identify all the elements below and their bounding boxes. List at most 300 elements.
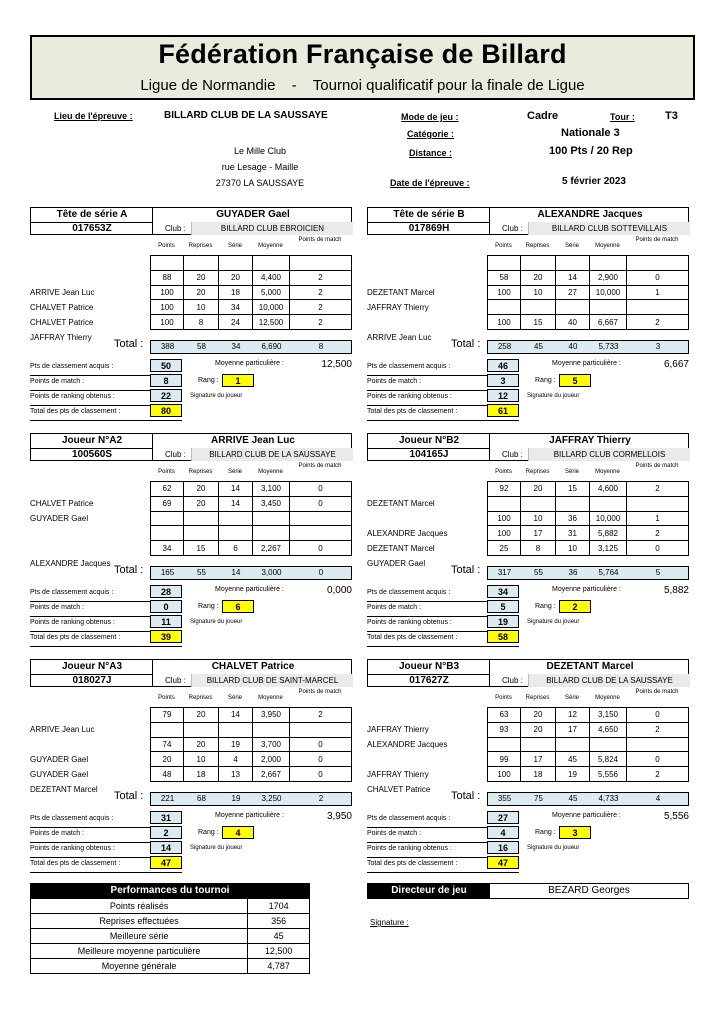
total-label: Total : — [114, 790, 144, 802]
result-cell-pm — [290, 256, 352, 271]
result-cell-rep: 20 — [184, 737, 219, 752]
opponent-name: GUYADER Gael — [30, 770, 89, 779]
opponent-name: ARRIVE Jean Luc — [30, 725, 95, 734]
column-header-reprises: Reprises — [525, 469, 550, 475]
result-row — [151, 708, 352, 723]
pts-match-box: 3 — [487, 374, 519, 387]
column-header-pts_match: Points de match — [635, 463, 679, 469]
result-row — [151, 256, 352, 271]
player-role: Tête de série A — [56, 209, 128, 220]
summary-label: Points de ranking obtenus : — [367, 845, 452, 852]
result-cell-pm: 0 — [290, 767, 352, 782]
ranking-box: 16 — [487, 841, 519, 854]
player-club: BILLARD CLUB SOTTEVILLAIS — [528, 222, 690, 235]
result-cell-pts — [151, 526, 184, 541]
result-cell-pts — [488, 300, 521, 315]
player-licence-id: 018027J — [31, 674, 153, 687]
player-role: Joueur N°B3 — [398, 661, 460, 672]
ranking-box: 22 — [150, 389, 182, 402]
result-cell-moy — [253, 722, 290, 737]
player-club: BILLARD CLUB DE LA SAUSSAYE — [191, 448, 353, 461]
result-cell-pts: 99 — [488, 752, 521, 767]
column-header-reprises: Reprises — [188, 695, 213, 701]
result-cell-pm: 0 — [627, 708, 689, 723]
total-ser: 45 — [568, 794, 578, 803]
header-separator: - — [291, 77, 297, 94]
categorie-label: Catégorie : — [407, 129, 455, 139]
total-classement-box: 80 — [150, 404, 182, 417]
total-pm: 2 — [318, 794, 324, 803]
result-cell-moy — [253, 256, 290, 271]
ranking-box: 19 — [487, 615, 519, 628]
header-banner — [30, 35, 695, 100]
result-cell-moy — [253, 526, 290, 541]
performance-value: 12,500 — [248, 944, 310, 959]
pts-classement-box: 31 — [150, 811, 182, 824]
rang-value: 5 — [559, 374, 591, 387]
result-cell-pm: 0 — [290, 737, 352, 752]
result-cell-rep — [521, 300, 556, 315]
total-pts: 355 — [497, 794, 512, 803]
summary-divider — [30, 872, 182, 873]
total-pts: 388 — [160, 342, 175, 351]
total-row — [487, 566, 689, 580]
seed-cell — [31, 208, 153, 234]
result-cell-pts: 48 — [151, 767, 184, 782]
column-header-reprises: Reprises — [525, 243, 550, 249]
result-row — [488, 737, 689, 752]
summary-divider — [367, 646, 519, 647]
player-header — [30, 207, 352, 235]
result-row — [151, 526, 352, 541]
player-club: BILLARD CLUB CORMELLOIS — [528, 448, 690, 461]
performances-grid — [30, 898, 310, 974]
total-rep: 75 — [534, 794, 543, 803]
result-cell-ser: 10 — [556, 541, 590, 556]
result-cell-pm — [627, 496, 689, 511]
result-cell-rep: 17 — [521, 752, 556, 767]
column-header-points: Points — [495, 695, 512, 701]
total-moy: 5,764 — [598, 568, 619, 577]
summary-label: Points de match : — [30, 830, 85, 837]
performance-value: 45 — [248, 929, 310, 944]
result-cell-rep: 15 — [184, 541, 219, 556]
seed-cell — [368, 660, 490, 686]
total-row — [150, 792, 352, 806]
result-cell-moy: 2,267 — [253, 541, 290, 556]
result-cell-ser — [556, 496, 590, 511]
performance-value: 1704 — [248, 899, 310, 914]
result-cell-rep: 20 — [184, 496, 219, 511]
ranking-box: 12 — [487, 389, 519, 402]
tour-value: T3 — [665, 110, 678, 122]
summary-label: Points de ranking obtenus : — [367, 393, 452, 400]
rang-label: Rang : — [535, 829, 556, 836]
result-cell-ser: 4 — [219, 752, 253, 767]
total-ser: 19 — [231, 794, 241, 803]
result-cell-moy: 12,500 — [253, 315, 290, 330]
total-pm: 4 — [655, 794, 661, 803]
result-cell-pm: 2 — [290, 708, 352, 723]
summary-label: Points de match : — [30, 378, 85, 385]
result-cell-moy: 10,000 — [253, 300, 290, 315]
total-pts: 317 — [497, 568, 512, 577]
pts-match-box: 2 — [150, 826, 182, 839]
ranking-box: 14 — [150, 841, 182, 854]
result-cell-moy: 5,824 — [590, 752, 627, 767]
result-cell-pm: 2 — [627, 315, 689, 330]
results-table — [487, 707, 689, 782]
result-cell-moy: 3,450 — [253, 496, 290, 511]
column-header-moyenne: Moyenne — [258, 469, 283, 475]
column-header-serie: Série — [227, 695, 242, 701]
result-cell-ser: 40 — [556, 315, 590, 330]
results-table — [487, 255, 689, 330]
player-name: ARRIVE Jean Luc — [211, 435, 295, 446]
column-header-pts_match: Points de match — [635, 689, 679, 695]
rang-label: Rang : — [198, 603, 219, 610]
total-ser: 14 — [231, 568, 241, 577]
result-cell-pts: 100 — [488, 511, 521, 526]
column-header-pts_match: Points de match — [298, 463, 342, 469]
column-header-pts_match: Points de match — [298, 689, 342, 695]
summary-divider — [367, 872, 519, 873]
date-value: 5 février 2023 — [562, 176, 626, 187]
result-row — [151, 541, 352, 556]
pts-classement-box: 34 — [487, 585, 519, 598]
result-cell-pts: 92 — [488, 482, 521, 497]
player-club: BILLARD CLUB EBROICIEN — [191, 222, 353, 235]
total-ser: 40 — [568, 342, 578, 351]
result-cell-pm: 2 — [627, 767, 689, 782]
moyenne-particuliere-label: Moyenne particulière : — [552, 812, 621, 819]
rang-value: 6 — [222, 600, 254, 613]
total-rep: 55 — [534, 568, 543, 577]
rang-value: 4 — [222, 826, 254, 839]
player-licence-id: 017653Z — [31, 222, 153, 235]
summary-label: Points de ranking obtenus : — [30, 619, 115, 626]
result-cell-pm: 2 — [627, 482, 689, 497]
opponent-name: CHALVET Patrice — [30, 499, 94, 508]
result-cell-moy: 3,700 — [253, 737, 290, 752]
summary-label: Points de match : — [30, 604, 85, 611]
result-cell-rep: 20 — [521, 270, 556, 285]
result-cell-pm — [627, 300, 689, 315]
result-cell-pts — [151, 722, 184, 737]
result-cell-pts: 69 — [151, 496, 184, 511]
result-cell-moy: 3,100 — [253, 482, 290, 497]
club-label: Club : — [502, 676, 523, 685]
pts-classement-box: 28 — [150, 585, 182, 598]
total-rep: 55 — [197, 568, 206, 577]
column-header-points: Points — [158, 243, 175, 249]
player-signature-label: Signature du joueur — [527, 393, 580, 399]
performance-row — [31, 929, 310, 944]
opponent-name: DEZETANT Marcel — [367, 499, 435, 508]
opponent-name: JAFFRAY Thierry — [30, 333, 92, 342]
summary-divider — [367, 420, 519, 421]
moyenne-particuliere-value: 5,882 — [663, 585, 689, 596]
result-row — [151, 285, 352, 300]
result-cell-pts — [488, 737, 521, 752]
total-label: Total : — [114, 338, 144, 350]
pts-classement-box: 46 — [487, 359, 519, 372]
player-licence-id: 104165J — [368, 448, 490, 461]
ligue-name: Ligue de Normandie — [140, 77, 276, 94]
player-header — [367, 207, 689, 235]
player-block — [30, 433, 352, 646]
directeur-label: Directeur de jeu — [368, 884, 490, 898]
player-club: BILLARD CLUB DE SAINT-MARCEL — [191, 674, 353, 687]
total-row — [150, 566, 352, 580]
result-row — [151, 737, 352, 752]
result-row — [151, 722, 352, 737]
results-table — [150, 481, 352, 556]
result-cell-ser — [556, 737, 590, 752]
result-cell-rep: 15 — [521, 315, 556, 330]
total-moy: 5,733 — [598, 342, 619, 351]
result-cell-pts: 100 — [488, 285, 521, 300]
result-cell-pts: 34 — [151, 541, 184, 556]
result-cell-moy: 10,000 — [590, 511, 627, 526]
player-name: GUYADER Gael — [216, 209, 290, 220]
result-cell-pts — [151, 256, 184, 271]
result-cell-moy — [590, 256, 627, 271]
moyenne-particuliere-label: Moyenne particulière : — [215, 812, 284, 819]
result-cell-pm: 0 — [290, 541, 352, 556]
result-cell-moy: 3,150 — [590, 708, 627, 723]
result-cell-pts: 100 — [488, 526, 521, 541]
result-row — [488, 708, 689, 723]
result-cell-moy: 4,600 — [590, 482, 627, 497]
column-header-points: Points — [158, 695, 175, 701]
result-cell-pts: 100 — [488, 315, 521, 330]
total-row — [487, 792, 689, 806]
pts-match-box: 5 — [487, 600, 519, 613]
result-cell-ser: 19 — [219, 737, 253, 752]
summary-label: Points de match : — [367, 830, 422, 837]
player-signature-label: Signature du joueur — [527, 619, 580, 625]
column-header-points: Points — [495, 243, 512, 249]
opponent-name: GUYADER Gael — [30, 755, 89, 764]
total-classement-box: 47 — [487, 856, 519, 869]
result-row — [488, 526, 689, 541]
opponent-name: ALEXANDRE Jacques — [367, 740, 448, 749]
player-block — [367, 207, 689, 420]
result-cell-pts: 100 — [488, 767, 521, 782]
result-cell-pm: 2 — [627, 722, 689, 737]
result-cell-ser: 14 — [219, 482, 253, 497]
result-cell-ser: 14 — [556, 270, 590, 285]
performances-title: Performances du tournoi — [30, 883, 310, 898]
result-cell-ser — [556, 300, 590, 315]
total-pm: 3 — [655, 342, 661, 351]
pts-classement-box: 27 — [487, 811, 519, 824]
column-header-points: Points — [158, 469, 175, 475]
result-cell-rep — [184, 526, 219, 541]
player-licence-id: 017869H — [368, 222, 490, 235]
player-signature-label: Signature du joueur — [527, 845, 580, 851]
result-cell-pm: 0 — [290, 752, 352, 767]
result-cell-pts: 25 — [488, 541, 521, 556]
result-cell-ser: 17 — [556, 722, 590, 737]
summary-label: Points de ranking obtenus : — [30, 845, 115, 852]
column-header-serie: Série — [564, 695, 579, 701]
opponent-name: ARRIVE Jean Luc — [30, 288, 95, 297]
result-cell-moy: 2,900 — [590, 270, 627, 285]
result-cell-pts: 93 — [488, 722, 521, 737]
opponent-name: CHALVET Patrice — [30, 303, 94, 312]
result-cell-pm — [627, 256, 689, 271]
result-cell-pts: 63 — [488, 708, 521, 723]
result-cell-pts: 100 — [151, 300, 184, 315]
tour-label: Tour : — [610, 112, 635, 122]
result-row — [488, 256, 689, 271]
opponent-name: GUYADER Gael — [30, 514, 89, 523]
result-cell-ser: 34 — [219, 300, 253, 315]
total-classement-box: 47 — [150, 856, 182, 869]
address-line-1: Le Mille Club — [233, 146, 287, 156]
result-cell-rep — [521, 737, 556, 752]
seed-cell — [368, 208, 490, 234]
mode-label: Mode de jeu : — [401, 112, 459, 122]
player-signature-label: Signature du joueur — [190, 619, 243, 625]
result-cell-rep: 20 — [521, 722, 556, 737]
result-cell-moy: 5,882 — [590, 526, 627, 541]
rang-label: Rang : — [198, 829, 219, 836]
opponent-name: JAFFRAY Thierry — [367, 725, 429, 734]
result-row — [151, 482, 352, 497]
column-header-moyenne: Moyenne — [258, 243, 283, 249]
result-cell-pm: 1 — [627, 511, 689, 526]
opponent-name: CHALVET Patrice — [367, 785, 431, 794]
performance-value: 4,787 — [248, 959, 310, 974]
moyenne-particuliere-value: 6,667 — [663, 359, 689, 370]
signature-label: Signature : — [370, 918, 409, 927]
moyenne-particuliere-label: Moyenne particulière : — [215, 360, 284, 367]
result-cell-pm — [290, 526, 352, 541]
result-cell-rep: 8 — [184, 315, 219, 330]
seed-cell — [31, 660, 153, 686]
player-header — [367, 659, 689, 687]
result-cell-pts — [151, 511, 184, 526]
opponent-name: GUYADER Gael — [367, 559, 426, 568]
result-row — [151, 511, 352, 526]
performance-row — [31, 944, 310, 959]
summary-label: Pts de classement acquis : — [30, 589, 114, 596]
player-header — [30, 433, 352, 461]
performance-row — [31, 899, 310, 914]
performance-label: Moyenne générale — [31, 959, 248, 974]
total-label: Total : — [451, 338, 481, 350]
result-cell-pts: 100 — [151, 285, 184, 300]
player-block — [367, 659, 689, 872]
total-classement-box: 61 — [487, 404, 519, 417]
summary-divider — [30, 420, 182, 421]
result-cell-moy: 2,667 — [253, 767, 290, 782]
result-cell-moy: 10,000 — [590, 285, 627, 300]
result-cell-moy — [253, 511, 290, 526]
result-cell-rep: 17 — [521, 526, 556, 541]
result-cell-rep: 18 — [521, 767, 556, 782]
column-header-serie: Série — [564, 469, 579, 475]
result-cell-pm: 0 — [290, 496, 352, 511]
result-cell-pts: 20 — [151, 752, 184, 767]
result-cell-rep: 20 — [184, 285, 219, 300]
rang-label: Rang : — [535, 377, 556, 384]
result-cell-pm: 0 — [627, 270, 689, 285]
club-label: Club : — [502, 450, 523, 459]
mode-value: Cadre — [527, 110, 559, 122]
result-cell-ser: 45 — [556, 752, 590, 767]
pts-classement-box: 50 — [150, 359, 182, 372]
result-cell-pm: 0 — [627, 752, 689, 767]
results-table — [150, 707, 352, 782]
result-cell-rep: 20 — [184, 708, 219, 723]
result-cell-pm: 2 — [290, 300, 352, 315]
rang-value: 2 — [559, 600, 591, 613]
result-cell-rep: 18 — [184, 767, 219, 782]
result-cell-moy: 2,000 — [253, 752, 290, 767]
header-subtitle — [32, 77, 693, 94]
tournament-name: Tournoi qualificatif pour la finale de Ligue — [312, 77, 585, 94]
summary-label: Total des pts de classement : — [30, 860, 121, 867]
seed-cell — [368, 434, 490, 460]
player-header — [367, 433, 689, 461]
result-cell-moy: 5,556 — [590, 767, 627, 782]
result-cell-moy: 6,667 — [590, 315, 627, 330]
column-header-moyenne: Moyenne — [258, 695, 283, 701]
result-cell-ser: 36 — [556, 511, 590, 526]
summary-label: Pts de classement acquis : — [367, 363, 451, 370]
performance-label: Points réalisés — [31, 899, 248, 914]
result-cell-rep — [184, 256, 219, 271]
result-row — [488, 300, 689, 315]
result-cell-moy — [590, 737, 627, 752]
seed-cell — [31, 434, 153, 460]
result-cell-rep: 10 — [184, 300, 219, 315]
result-cell-pts — [488, 256, 521, 271]
total-pm: 0 — [318, 568, 324, 577]
opponent-name: JAFFRAY Thierry — [367, 770, 429, 779]
summary-label: Points de ranking obtenus : — [367, 619, 452, 626]
rang-label: Rang : — [535, 603, 556, 610]
total-moy: 6,690 — [261, 342, 282, 351]
result-cell-rep — [184, 722, 219, 737]
total-rep: 58 — [197, 342, 206, 351]
result-row — [488, 315, 689, 330]
summary-label: Pts de classement acquis : — [367, 815, 451, 822]
result-row — [488, 496, 689, 511]
total-moy: 3,000 — [261, 568, 282, 577]
total-pts: 258 — [497, 342, 512, 351]
summary-label: Total des pts de classement : — [367, 408, 458, 415]
opponent-name: ALEXANDRE Jacques — [30, 559, 111, 568]
ranking-box: 11 — [150, 615, 182, 628]
total-moy: 4,733 — [598, 794, 619, 803]
total-pm: 8 — [318, 342, 324, 351]
result-cell-rep: 20 — [521, 708, 556, 723]
result-cell-moy — [590, 300, 627, 315]
total-row — [150, 340, 352, 354]
result-cell-ser: 15 — [556, 482, 590, 497]
club-label: Club : — [165, 224, 186, 233]
performance-label: Meilleure moyenne particulière — [31, 944, 248, 959]
result-cell-ser: 13 — [219, 767, 253, 782]
result-cell-pm — [627, 737, 689, 752]
player-licence-id: 100560S — [31, 448, 153, 461]
directeur-name: BEZARD Georges — [548, 885, 630, 896]
